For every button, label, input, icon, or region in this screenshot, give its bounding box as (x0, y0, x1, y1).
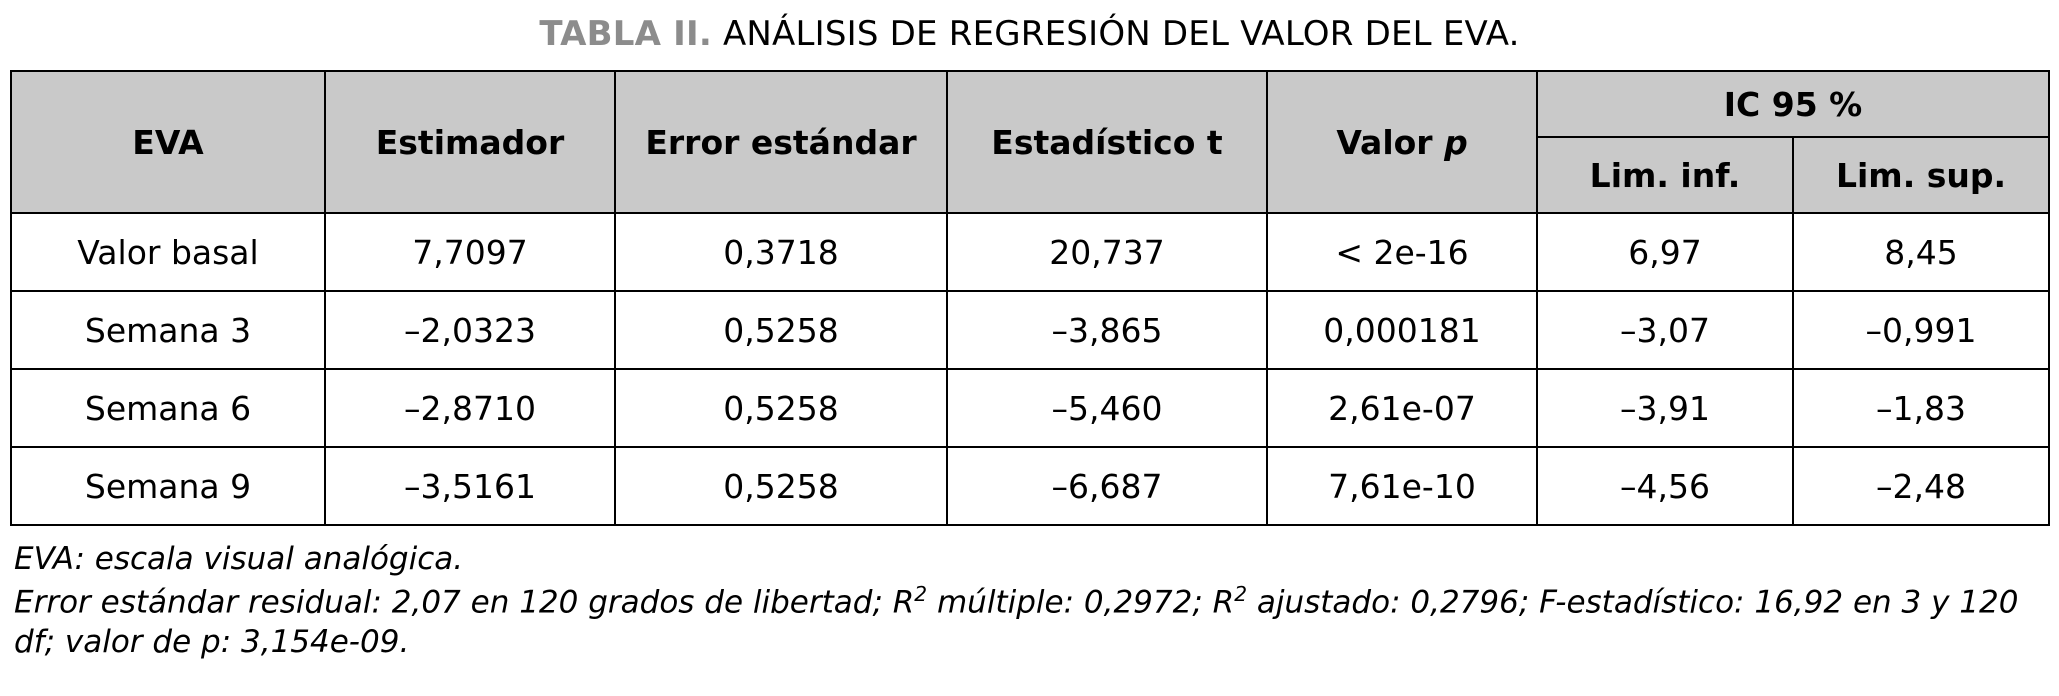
table-row (11, 213, 2049, 291)
cell-p: 0,000181 (1267, 291, 1537, 369)
cell-t: –5,460 (947, 369, 1267, 447)
caption-text: ANÁLISIS DE REGRESIÓN DEL VALOR DEL EVA. (711, 14, 1520, 54)
cell-ic-sup: –0,991 (1793, 291, 2049, 369)
table-body (11, 213, 2049, 525)
header-row-primary (11, 71, 2049, 137)
table-row (11, 369, 2049, 447)
table-row (11, 447, 2049, 525)
cell-eva: Valor basal (11, 213, 325, 291)
cell-error: 0,5258 (615, 369, 947, 447)
cell-estimador: –3,5161 (325, 447, 615, 525)
table-footnotes (14, 540, 2034, 662)
cell-ic-inf: 6,97 (1537, 213, 1793, 291)
cell-eva: Semana 3 (11, 291, 325, 369)
cell-p: < 2e-16 (1267, 213, 1537, 291)
regression-table (10, 70, 2050, 526)
cell-ic-sup: –1,83 (1793, 369, 2049, 447)
header-valor-p-italic: p (1444, 122, 1468, 162)
cell-p: 7,61e-10 (1267, 447, 1537, 525)
footnote-stat-part2: múltiple: 0,2972; R (927, 584, 1235, 620)
table-head (11, 71, 2049, 213)
header-ic-group: IC 95 % (1537, 71, 2049, 137)
cell-ic-inf: –3,07 (1537, 291, 1793, 369)
footnote-sup-2: 2 (1234, 581, 1248, 606)
footnote-stat-part1: Error estándar residual: 2,07 en 120 grados de libertad; R (14, 584, 915, 620)
cell-estimador: 7,7097 (325, 213, 615, 291)
header-ic-lim-sup: Lim. sup. (1793, 137, 2049, 213)
header-valor-p (1267, 71, 1537, 213)
cell-error: 0,3718 (615, 213, 947, 291)
cell-t: –3,865 (947, 291, 1267, 369)
cell-estimador: –2,0323 (325, 291, 615, 369)
cell-estimador: –2,8710 (325, 369, 615, 447)
caption-label: TABLA II. (539, 14, 712, 54)
footnote-abbreviation: EVA: escala visual analógica. (14, 541, 464, 577)
cell-error: 0,5258 (615, 447, 947, 525)
cell-t: –6,687 (947, 447, 1267, 525)
footnote-sup-1: 2 (914, 581, 928, 606)
cell-ic-inf: –3,91 (1537, 369, 1793, 447)
cell-t: 20,737 (947, 213, 1267, 291)
footnote-stat-part3: ajustado: 0,2796; F-estadístico: 16,92 en 3 y 120 df; valor de p: 3,154e-09. (14, 584, 2019, 660)
cell-ic-sup: –2,48 (1793, 447, 2049, 525)
header-estimador: Estimador (325, 71, 615, 213)
footnote-statistics (14, 582, 2034, 663)
cell-eva: Semana 6 (11, 369, 325, 447)
cell-error: 0,5258 (615, 291, 947, 369)
cell-ic-sup: 8,45 (1793, 213, 2049, 291)
header-estadistico-t: Estadístico t (947, 71, 1267, 213)
header-error-estandar: Error estándar (615, 71, 947, 213)
header-ic-lim-inf: Lim. inf. (1537, 137, 1793, 213)
header-valor-p-text: Valor (1336, 122, 1445, 162)
cell-p: 2,61e-07 (1267, 369, 1537, 447)
header-eva: EVA (11, 71, 325, 213)
cell-eva: Semana 9 (11, 447, 325, 525)
table-row (11, 291, 2049, 369)
table-caption (0, 0, 2059, 70)
cell-ic-inf: –4,56 (1537, 447, 1793, 525)
